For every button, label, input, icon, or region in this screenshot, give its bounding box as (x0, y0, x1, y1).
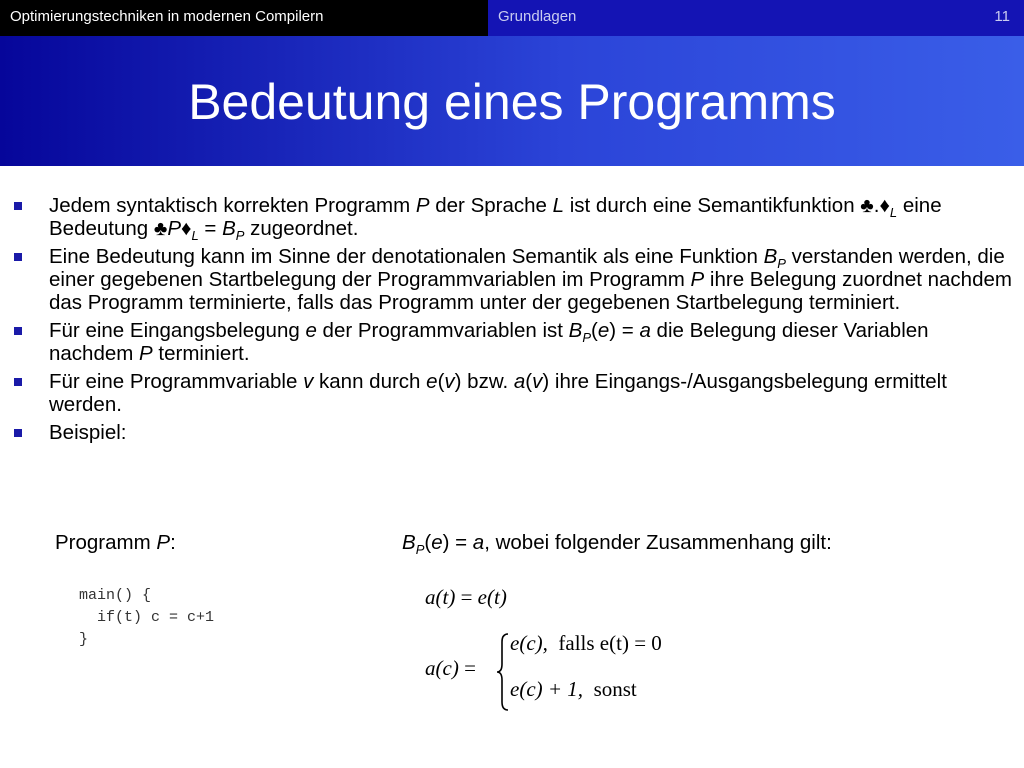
curly-brace-icon (496, 632, 510, 712)
bullet-list (14, 194, 1014, 449)
bullet-item: Für eine Programmvariable v kann durch e(v) bzw. a(v) ihre Eingangs-/Ausgangsbelegung ermittelt werden. (14, 370, 1014, 416)
code-block: main() { if(t) c = c+1 } (79, 587, 215, 648)
formula-case-2: e(c) + 1, sonst (510, 677, 637, 701)
section-bar (488, 0, 1024, 36)
bullet-item: Jedem syntaktisch korrekten Programm P der Sprache L ist durch eine Semantikfunktion $♣.♦_L$ eine Bedeutung $♣P♦_L = B_P$ zugeordnet. (14, 194, 1014, 240)
relation-label: $B_P(e) = a$, wobei folgender Zusammenhang gilt: (402, 531, 832, 558)
bullet-square-icon (14, 378, 22, 386)
bullet-square-icon (14, 327, 22, 335)
formula-a-c-lhs: a(c) = (425, 656, 476, 680)
page-number: 11 (994, 8, 1010, 25)
bullet-square-icon (14, 253, 22, 261)
bullet-item: Eine Bedeutung kann im Sinne der denotationalen Semantik als eine Funktion $B_P$ verstanden werden, die einer gegebenen Startbelegung der Programmvariablen im Programm P ihre Belegung zuordnet nachdem das Programm terminierte, falls das Programm unter der gegebenen Startbelegung terminiert. (14, 245, 1014, 314)
title-banner (0, 36, 1024, 166)
bullet-square-icon (14, 429, 22, 437)
course-title: Optimierungstechniken in modernen Compilern (0, 0, 488, 36)
bullet-item: Für eine Eingangsbelegung e der Programmvariablen ist $B_P(e) = a$ die Belegung dieser Variablen nachdem P terminiert. (14, 319, 1014, 365)
bullet-item: Beispiel: (14, 421, 1014, 444)
program-label: Programm P: (55, 531, 176, 554)
slide-title: Bedeutung eines Programms (188, 74, 836, 130)
formula-case-1: e(c), falls e(t) = 0 (510, 631, 662, 655)
header-bar (0, 0, 1024, 36)
bullet-square-icon (14, 202, 22, 210)
section-title: Grundlagen (498, 8, 577, 25)
formula-a-t: a(t) = e(t) (425, 585, 507, 609)
